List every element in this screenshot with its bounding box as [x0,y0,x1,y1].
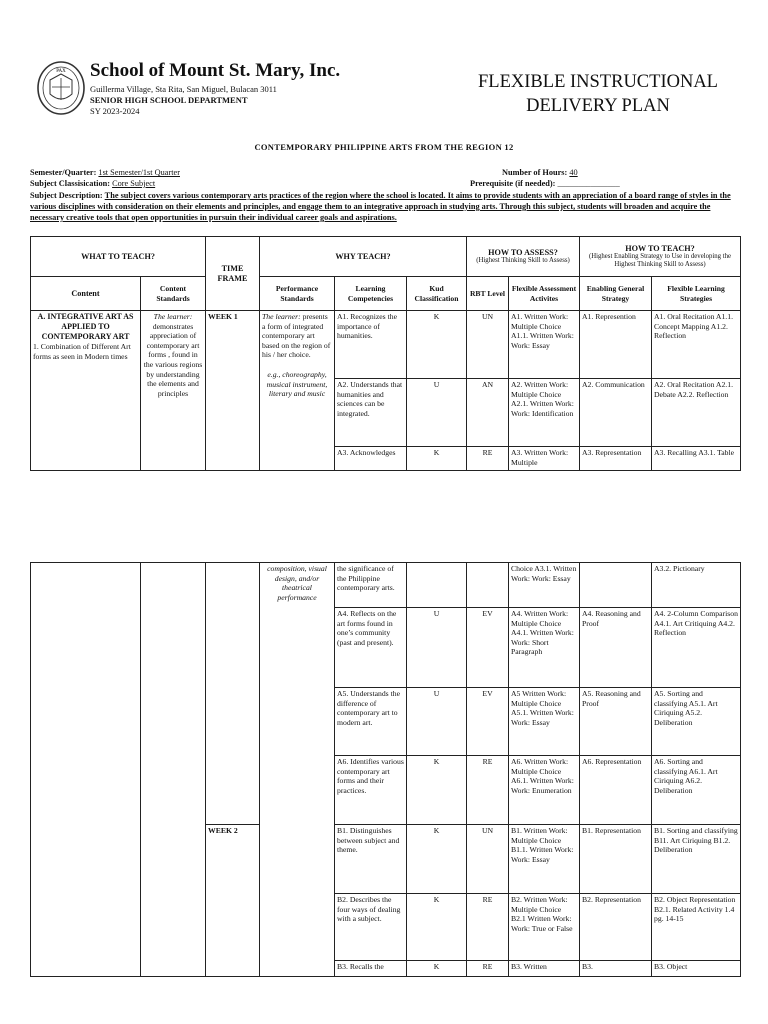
learning-cell: B1. Sorting and classifying B11. Art Ciriquing B1.2. Deliberation [652,825,741,894]
header-time-frame: TIME FRAME [206,237,260,311]
prereq-line [470,179,620,188]
school-address: Guillerma Village, Sta Rita, San Miguel, Bulacan 3011 [90,84,277,94]
description-text: The subject covers various contemporary arts practices of the region where the school is located. It aims to provide students with an appreciation of a board range of styles in the various disciplines with consideration on their elements and principles, and engage them to an integrative approach in studying arts. Through this subject, students will broaden and acquire the necessary creative tools that open opportunities in pursuin their individual career goals and aspirations. [30,191,731,222]
content-standard-cell [141,311,206,471]
content-cell-cont [31,563,141,977]
header-why-teach: WHY TEACH? [260,237,467,277]
strategy-cell: A2. Communication [580,379,652,447]
lc-cell: A5. Understands the difference of contemporary art to modern art. [335,688,407,756]
how-to-assess-title: HOW TO ASSESS? [488,247,558,257]
description-label: Subject Description: [30,191,103,200]
assessment-cell: A2. Written Work: Multiple Choice A2.1. Written Work: Work: Identification [509,379,580,447]
content-cell [31,311,141,471]
performance-text: presents a form of integrated contemporary art based on the region of his / her choice. [262,312,331,360]
col-flexible-assessment: Flexible Assessment Activites [509,277,580,311]
kud-cell [407,563,467,608]
svg-text:PAX: PAX [56,69,66,74]
assessment-cell: A5 Written Work: Multiple Choice A5.1. Written Work: Work: Essay [509,688,580,756]
kud-cell: U [407,688,467,756]
strategy-cell: B2. Representation [580,894,652,961]
school-department: SENIOR HIGH SCHOOL DEPARTMENT [90,95,248,105]
col-flexible-learning: Flexible Learning Strategies [652,277,741,311]
strategy-cell: A5. Reasoning and Proof [580,688,652,756]
lc-cell: A4. Reflects on the art forms found in one’s community (past and present). [335,608,407,688]
performance-examples-cont: composition, visual design, and/or theatrical performance [267,564,327,602]
assessment-cell: A6. Written Work: Multiple Choice A6.1. Written Work: Work: Enumeration [509,756,580,825]
header-how-to-assess [467,237,580,277]
learning-cell: B3. Object [652,961,741,977]
classification-line [30,179,155,188]
hours-label: Number of Hours: [502,168,568,177]
content-topic: A. INTEGRATIVE ART AS APPLIED TO CONTEMPORARY ART [37,312,134,341]
plan-title-line2: DELIVERY PLAN [526,96,670,116]
assessment-cell: Choice A3.1. Written Work: Work: Essay [509,563,580,608]
strategy-cell: B3. [580,961,652,977]
assessment-cell: A3. Written Work: Multiple [509,447,580,471]
hours-value: 40 [569,168,578,177]
header-how-to-teach [580,237,741,277]
assessment-cell: B2. Written Work: Multiple Choice B2.1 Written Work: Work: True or False [509,894,580,961]
performance-standard-cell-cont [260,563,335,977]
week-2-cell: WEEK 2 [206,825,260,977]
rbt-cell: EV [467,688,509,756]
school-seal-logo [36,60,86,116]
classification-label: Subject Classisication: [30,179,110,188]
assessment-cell: B3. Written [509,961,580,977]
prereq-value: _______________ [557,179,620,188]
col-rbt: RBT Level [467,277,509,311]
week-1-cell-cont [206,563,260,825]
fidp-table-page2 [30,562,741,977]
learning-cell: B2. Object Representation B2.1. Related Activity 1.4 pg. 14-15 [652,894,741,961]
performance-examples: e.g., choreography, musical instrument, literary and music [266,369,328,399]
col-performance-standards: Performance Standards [260,277,335,311]
lc-cell: the significance of the Philippine contemporary arts. [335,563,407,608]
rbt-cell: AN [467,379,509,447]
subject-title: CONTEMPORARY PHILIPPINE ARTS FROM THE REGION 12 [254,142,514,152]
learning-cell: A5. Sorting and classifying A5.1. Art Ciriquing A5.2. Deliberation [652,688,741,756]
semester-value: 1st Semester/1st Quarter [98,168,180,177]
prereq-label: Prerequisite (if needed): [470,179,556,188]
performance-lead: The learner: [262,312,301,321]
strategy-cell: A3. Representation [580,447,652,471]
learning-cell: A4. 2-Column Comparison A4.1. Art Critiquing A4.2. Reflection [652,608,741,688]
kud-cell: U [407,608,467,688]
learning-cell: A6. Sorting and classifying A6.1. Art Ciriquing A6.2. Deliberation [652,756,741,825]
rbt-cell [467,563,509,608]
col-content-standards: Content Standards [141,277,206,311]
rbt-cell: EV [467,608,509,688]
strategy-cell: A4. Reasoning and Proof [580,608,652,688]
lc-cell: A6. Identifies various contemporary art forms and their practices. [335,756,407,825]
week-1-cell: WEEK 1 [206,311,260,471]
classification-value: Core Subject [112,179,156,188]
subject-description [30,190,740,223]
learning-cell: A3.2. Pictionary [652,563,741,608]
kud-cell: K [407,447,467,471]
semester-label: Semester/Quarter: [30,168,97,177]
lc-cell: B1. Distinguishes between subject and theme. [335,825,407,894]
rbt-cell: UN [467,311,509,379]
learning-cell: A3. Recalling A3.1. Table [652,447,741,471]
table-row [31,563,741,608]
assessment-cell: A1. Written Work: Multiple Choice A1.1. Written Work: Work: Essay [509,311,580,379]
lc-cell: B2. Describes the four ways of dealing with a subject. [335,894,407,961]
col-learning-competencies: Learning Competencies [335,277,407,311]
rbt-cell: UN [467,825,509,894]
rbt-cell: RE [467,447,509,471]
strategy-cell: B1. Representation [580,825,652,894]
kud-cell: K [407,961,467,977]
kud-cell: K [407,894,467,961]
content-standard-text: demonstrates appreciation of contemporary art forms , found in the various regions by understanding the elements and principles [143,321,203,398]
strategy-cell: A6. Representation [580,756,652,825]
assessment-cell: B1. Written Work: Multiple Choice B1.1. Written Work: Work: Essay [509,825,580,894]
lc-cell: A1. Recognizes the importance of humanities. [335,311,407,379]
how-to-teach-sub: (Highest Enabling Strategy to Use in developing the Highest Thinking Skill to Assess) [588,253,732,269]
kud-cell: K [407,756,467,825]
rbt-cell: RE [467,961,509,977]
school-name: School of Mount St. Mary, Inc. [90,60,341,81]
performance-standard-cell [260,311,335,471]
kud-cell: K [407,825,467,894]
semester-line [30,168,180,177]
kud-cell: U [407,379,467,447]
how-to-assess-sub: (Highest Thinking Skill to Assess) [476,257,570,265]
lc-cell: A2. Understands that humanities and sciences can be integrated. [335,379,407,447]
table-row [31,311,741,379]
header-what-to-teach: WHAT TO TEACH? [31,237,206,277]
rbt-cell: RE [467,894,509,961]
learning-cell: A2. Oral Recitation A2.1. Debate A2.2. Reflection [652,379,741,447]
school-year: SY 2023-2024 [90,106,140,116]
strategy-cell [580,563,652,608]
col-content: Content [31,277,141,311]
how-to-teach-title: HOW TO TEACH? [625,243,695,253]
lc-cell: A3. Acknowledges [335,447,407,471]
learning-cell: A1. Oral Recitation A1.1. Concept Mapping A1.2. Reflection [652,311,741,379]
strategy-cell: A1. Represention [580,311,652,379]
col-kud: Kud Classification [407,277,467,311]
plan-title-line1: FLEXIBLE INSTRUCTIONAL [478,72,718,92]
content-standard-cell-cont [141,563,206,977]
fidp-table-page1 [30,236,741,471]
kud-cell: K [407,311,467,379]
assessment-cell: A4. Written Work: Multiple Choice A4.1. Written Work: Work: Short Paragraph [509,608,580,688]
plan-title [458,70,738,118]
hours-line [502,168,578,177]
content-item: 1. Combination of Different Art forms as seen in Modern times [33,342,131,361]
col-enabling-strategy: Enabling General Strategy [580,277,652,311]
lc-cell: B3. Recalls the [335,961,407,977]
rbt-cell: RE [467,756,509,825]
content-standard-lead: The learner: [153,312,193,321]
